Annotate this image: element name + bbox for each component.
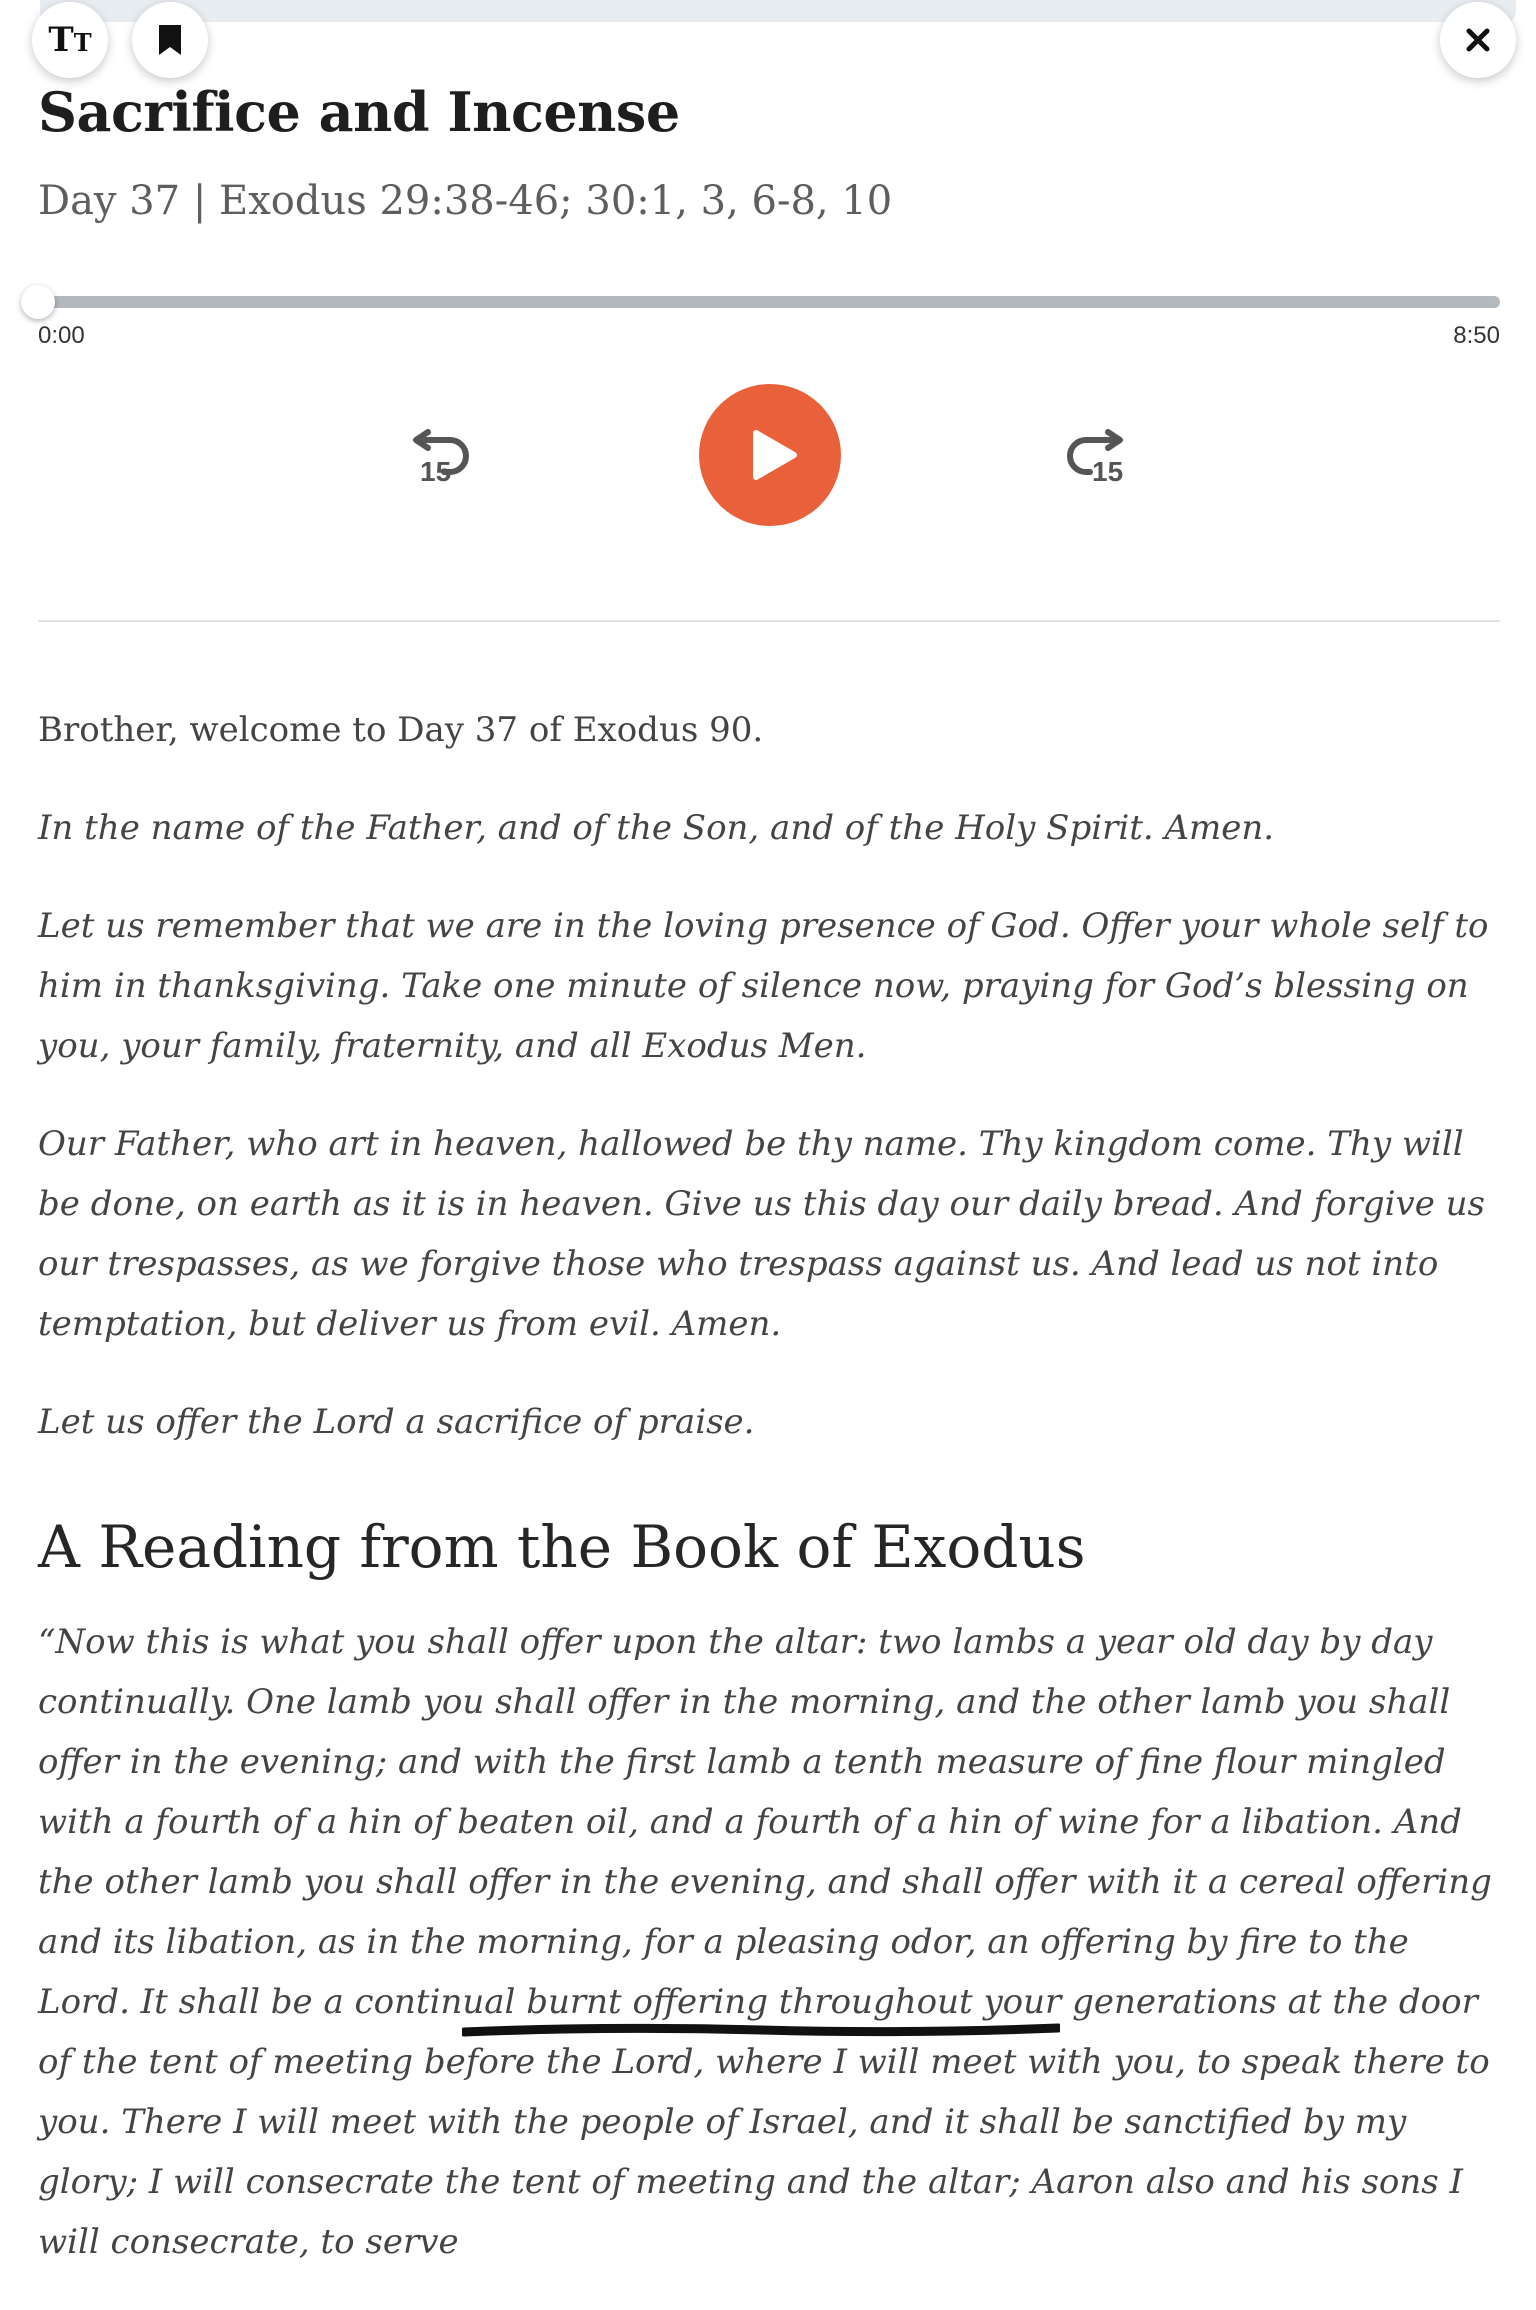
reading-text: “Now this is what you shall offer upon the altar: two lambs a year old day by day continually. One lamb you shall offer in the morning, and the other lamb you shall offer in the evening; and with the first lamb a tenth measure of fine flour mingled with a fourth of a hin of beaten oil, and a fourth of a hin of wine for a libation. And the other lamb you shall offer in the evening, and shall offer with it a cereal offering and its libation, as in the morning, for a pleasing odor, an offering by fire to the Lord. It shall be a continual burnt offering throughout your generations at the door of the tent of meeting before the Lord, where I will meet with you, to speak there to you. There I will meet with the people of Israel, and it shall be sanctified by my glory; I will consecrate the tent of meeting and the altar; Aaron also and his sons I will consecrate, to serve (38, 1622, 1492, 2262)
section-divider (38, 620, 1500, 622)
top-sheet-edge (40, 0, 1516, 22)
page-subtitle: Day 37 | Exodus 29:38-46; 30:1, 3, 6-8, 10 (38, 178, 893, 224)
sacrifice-of-praise-paragraph: Let us offer the Lord a sacrifice of praise. (38, 1402, 755, 1442)
presence-of-god-paragraph: Let us remember that we are in the loving presence of God. Offer your whole self to him in thanksgiving. Take one minute of silence now, praying for God’s blessing on you, your family, fraternity, and all Exodus Men. (38, 906, 1489, 1066)
close-icon (1465, 27, 1491, 53)
reading-heading: A Reading from the Book of Exodus (38, 1513, 1086, 1581)
text-size-icon: TT (48, 20, 92, 60)
total-time: 8:50 (1453, 322, 1500, 349)
forward-15-button[interactable] (1046, 410, 1136, 500)
intro-paragraph: Brother, welcome to Day 37 of Exodus 90. (38, 710, 764, 750)
forward-seconds: 15 (1092, 456, 1124, 487)
audio-progress-bar[interactable] (38, 296, 1500, 308)
reading-content (38, 700, 1500, 2310)
page-title: Sacrifice and Incense (38, 80, 680, 144)
audio-progress-thumb[interactable] (21, 285, 55, 319)
play-button[interactable] (699, 384, 841, 526)
text-size-button[interactable] (32, 2, 108, 78)
sign-of-cross-paragraph: In the name of the Father, and of the Son, and of the Holy Spirit. Amen. (38, 808, 1275, 848)
bookmark-button[interactable] (132, 2, 208, 78)
rewind-15-button[interactable] (400, 410, 490, 500)
close-button[interactable] (1440, 2, 1516, 78)
strikethrough-mark (462, 2008, 1060, 2048)
rewind-seconds: 15 (420, 456, 452, 487)
play-icon (750, 428, 800, 482)
bookmark-icon (157, 24, 183, 56)
our-father-paragraph: Our Father, who art in heaven, hallowed be thy name. Thy kingdom come. Thy will be done, on earth as it is in heaven. Give us this day our daily bread. And forgive us our trespasses, as we forgive those who trespass against us. And lead us not into temptation, but deliver us from evil. Amen. (38, 1124, 1485, 1344)
current-time: 0:00 (38, 322, 85, 349)
